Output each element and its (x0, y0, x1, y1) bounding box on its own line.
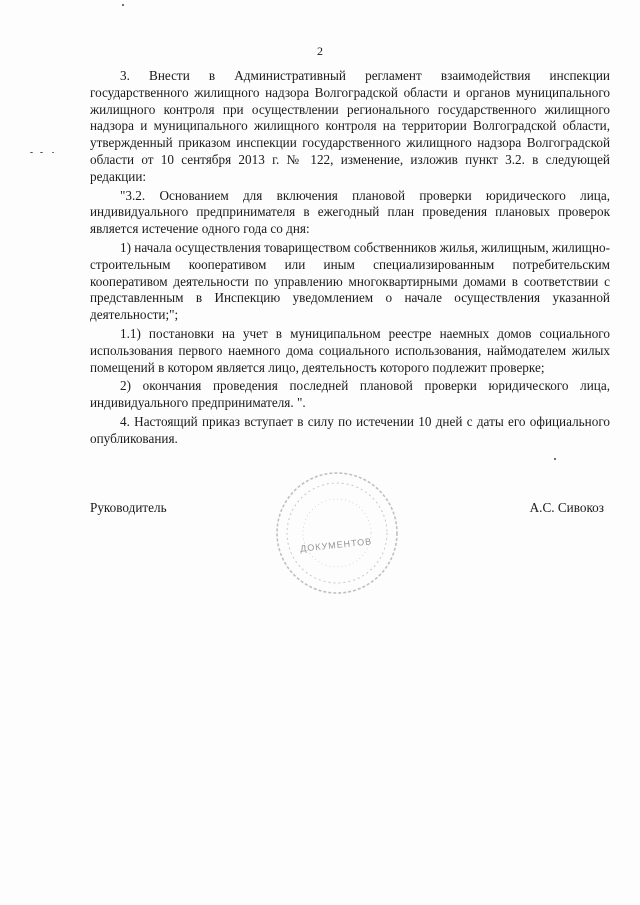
scan-speck (52, 152, 54, 153)
document-body (90, 68, 610, 450)
page-number: 2 (317, 44, 323, 58)
paragraph-item-3: 3. Внести в Административный регламент взаимодействия инспекции государственного жилищного надзора Волгоградской области и органов муниципального жилищного контроля при осуществлении регионального государственного жилищного надзора и муниципального жилищного контроля на территории Волгоградской области, утвержденный приказом инспекции государственного жилищного надзора Волгоградской области от 10 сентября 2013 г. № 122, изменение, изложив пункт 3.2. в следующей редакции: (90, 68, 610, 184)
paragraph-quoted-3-2: "3.2. Основанием для включения плановой проверки юридического лица, индивидуального предпринимателя в ежегодный план проведения плановых проверок является истечение одного года со дня: (90, 187, 610, 237)
signature-name: А.С. Сивокоз (529, 500, 604, 515)
paragraph-subitem-1: 1) начала осуществления товариществом собственников жилья, жилищным, жилищно-строительным кооперативом или иным специализированным потребительским кооперативом деятельности по управлению многоквартирными домами в соответствии с представленным в Инспекцию уведомлением о начале осуществления указанной деятельности;"; (90, 239, 610, 323)
official-stamp-icon (272, 468, 402, 598)
signature-title: Руководитель (90, 500, 167, 515)
stamp-text: ДОКУМЕНТОВ (299, 536, 373, 554)
scan-speck (554, 458, 556, 460)
paragraph-item-4: 4. Настоящий приказ вступает в силу по истечении 10 дней с даты его официального опубликования. (90, 413, 610, 446)
scan-speck (30, 152, 33, 153)
paragraph-subitem-1-1: 1.1) постановки на учет в муниципальном реестре наемных домов социального использования первого наемного дома социального использования, наймодателем жилых помещений в котором является лицо, деятельность которого подлежит проверке; (90, 325, 610, 375)
paragraph-subitem-2: 2) окончания проведения последней плановой проверки юридического лица, индивидуального предпринимателя. ". (90, 378, 610, 411)
scan-speck (122, 4, 124, 6)
scan-speck (40, 152, 43, 153)
